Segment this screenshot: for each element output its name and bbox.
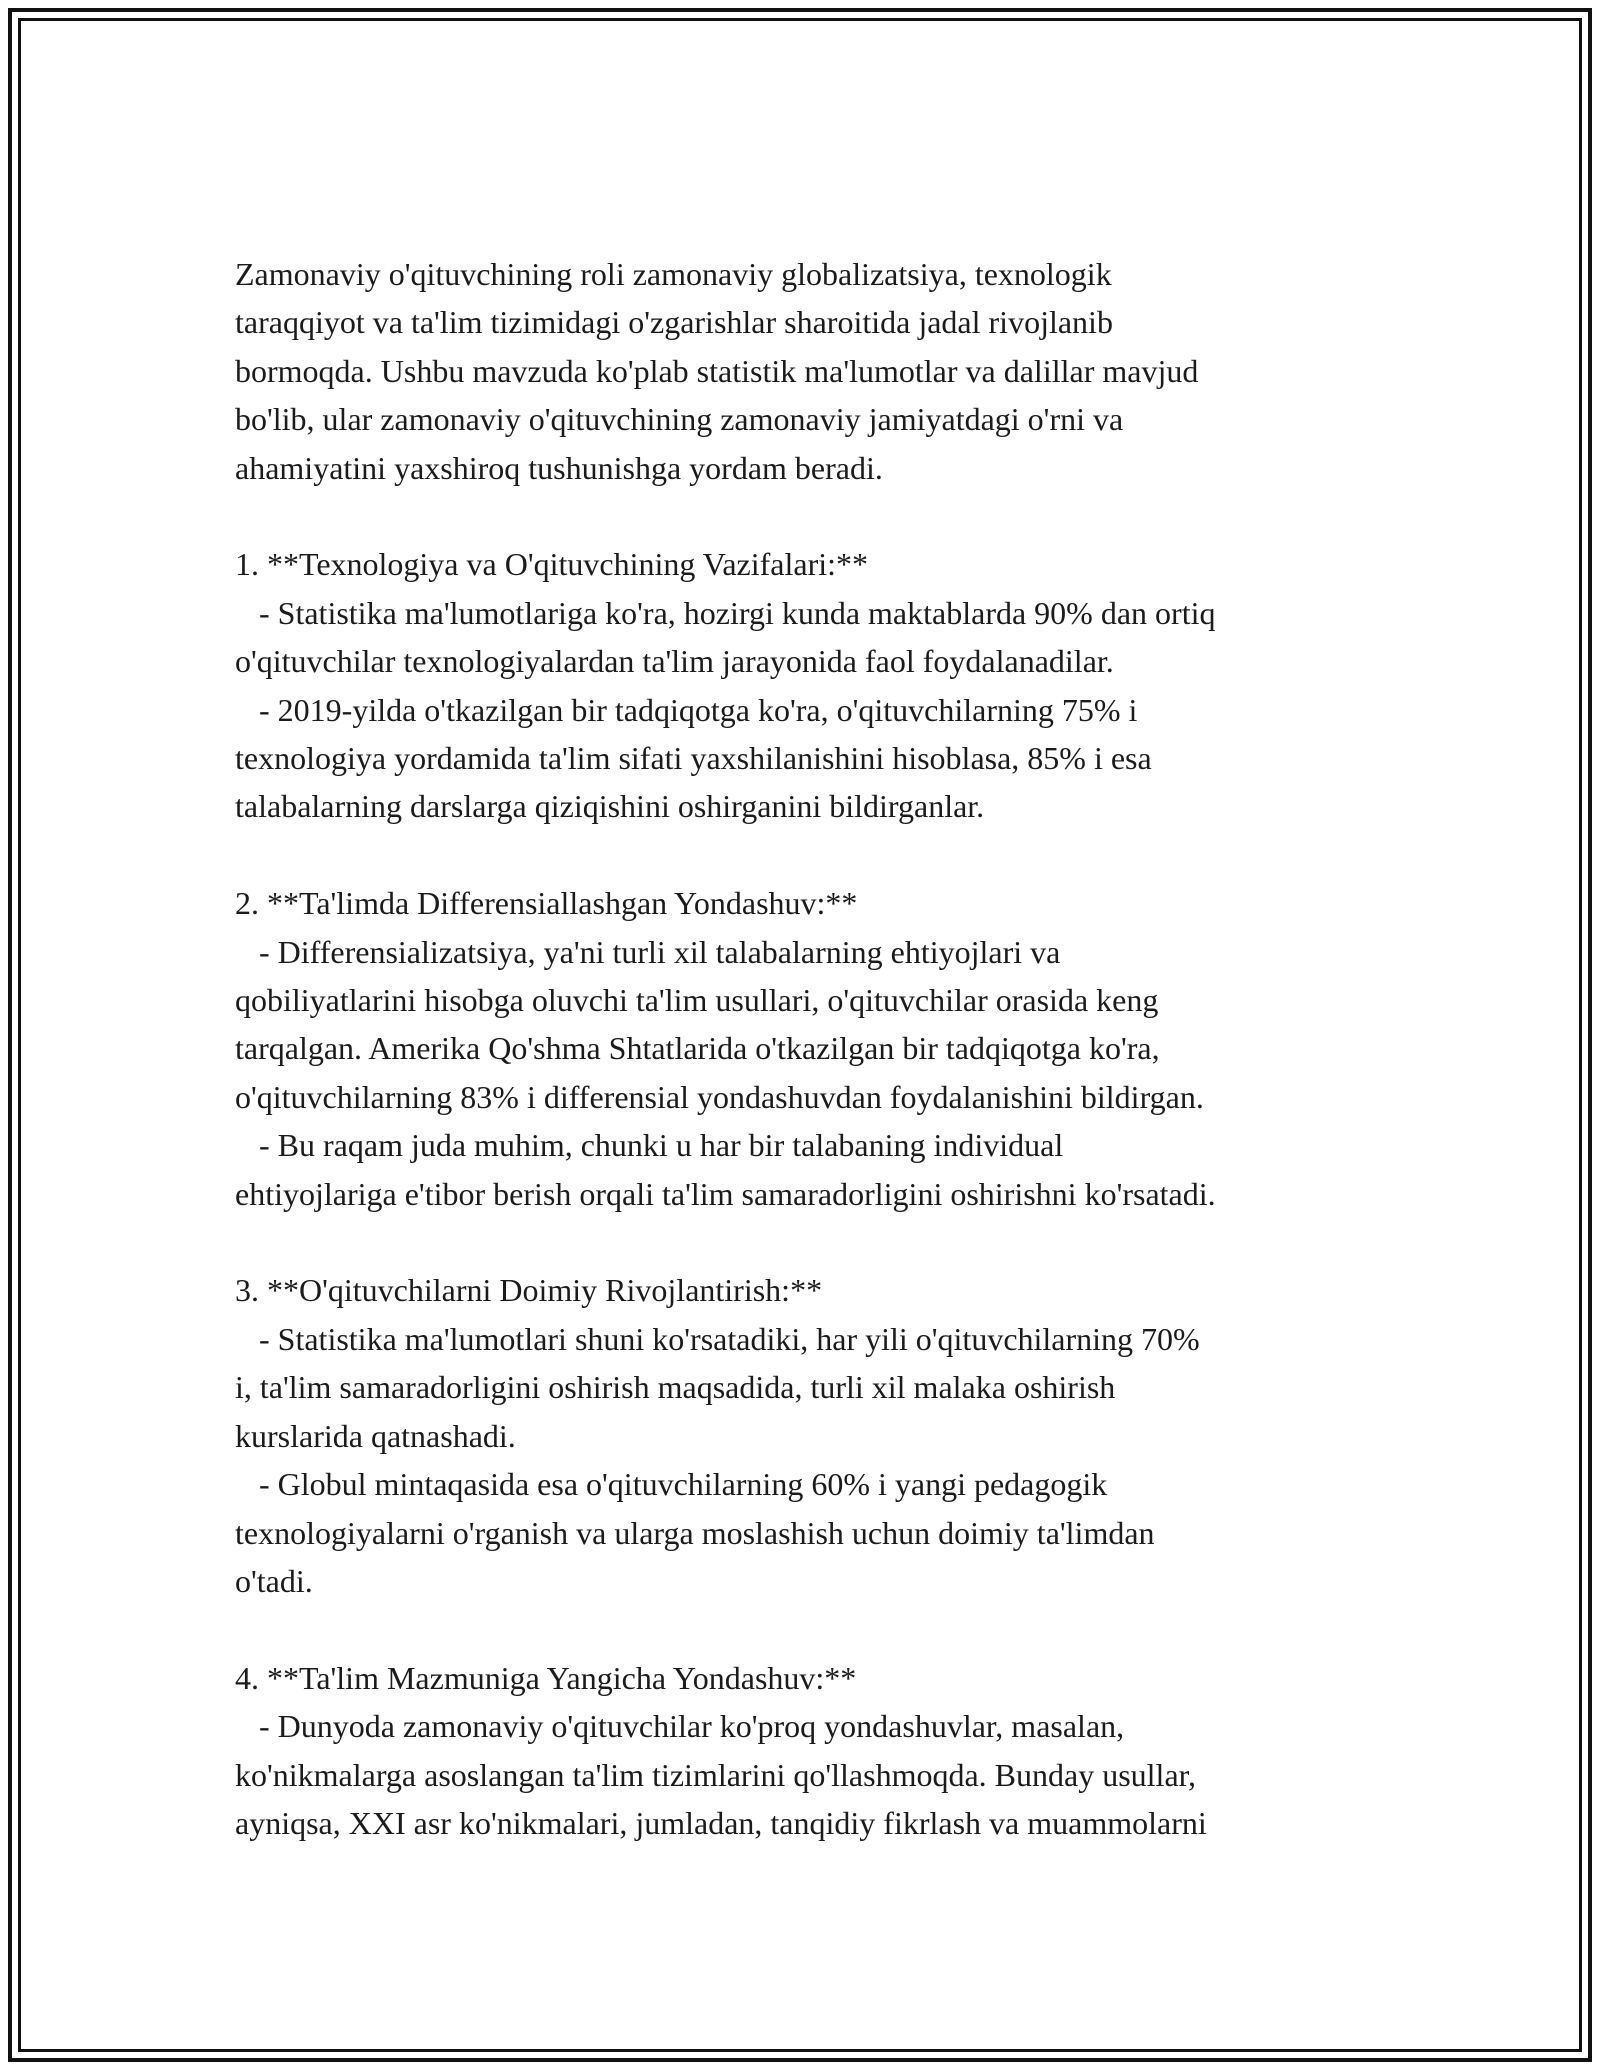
text-line: - 2019-yilda o'tkazilgan bir tadqiqotga ko'ra, o'qituvchilarning 75% i <box>235 691 1138 728</box>
text-line: ehtiyojlariga e'tibor berish orqali ta'lim samaradorligini oshirishni ko'rsatadi. <box>235 1175 1216 1212</box>
blank-line <box>235 492 1375 540</box>
blank-line <box>235 1218 1375 1266</box>
text-line: qobiliyatlarini hisobga oluvchi ta'lim usullari, o'qituvchilar orasida keng <box>235 982 1159 1019</box>
text-line: texnologiyalarni o'rganish va ularga moslashish uchun doimiy ta'limdan <box>235 1514 1155 1551</box>
intro-paragraph <box>235 250 1375 492</box>
section-heading: 4. **Ta'lim Mazmuniga Yangicha Yondashuv:** <box>235 1659 857 1696</box>
document-body <box>235 250 1375 1847</box>
text-line: - Globul mintaqasida esa o'qituvchilarning 60% i yangi pedagogik <box>235 1466 1108 1503</box>
text-line: tarqalgan. Amerika Qo'shma Shtatlarida o'tkazilgan bir tadqiqotga ko'ra, <box>235 1030 1160 1067</box>
blank-line <box>235 1605 1375 1653</box>
text-line: o'qituvchilarning 83% i differensial yondashuvdan foydalanishini bildirgan. <box>235 1078 1204 1115</box>
text-line: o'tadi. <box>235 1562 313 1599</box>
section-heading: 1. **Texnologiya va O'qituvchining Vazifalari:** <box>235 546 869 583</box>
text-line: bormoqda. Ushbu mavzuda ko'plab statistik ma'lumotlar va dalillar mavjud <box>235 352 1199 389</box>
text-line: o'qituvchilar texnologiyalardan ta'lim jarayonida faol foydalanadilar. <box>235 643 1114 680</box>
section-3 <box>235 1266 1375 1605</box>
text-line: - Statistika ma'lumotlariga ko'ra, hozirgi kunda maktablarda 90% dan ortiq <box>235 594 1216 631</box>
text-line: - Dunyoda zamonaviy o'qituvchilar ko'proq yondashuvlar, masalan, <box>235 1708 1125 1745</box>
text-line: Zamonaviy o'qituvchining roli zamonaviy globalizatsiya, texnologik <box>235 256 1112 292</box>
text-line: texnologiya yordamida ta'lim sifati yaxshilanishini hisoblasa, 85% i esa <box>235 740 1152 777</box>
text-line: - Differensializatsiya, ya'ni turli xil talabalarning ehtiyojlari va <box>235 933 1061 970</box>
section-heading: 2. **Ta'limda Differensiallashgan Yondashuv:** <box>235 885 858 922</box>
text-line: i, ta'lim samaradorligini oshirish maqsadida, turli xil malaka oshirish <box>235 1369 1116 1406</box>
text-line: talabalarning darslarga qiziqishini oshirganini bildirganlar. <box>235 788 985 825</box>
text-line: taraqqiyot va ta'lim tizimidagi o'zgarishlar sharoitida jadal rivojlanib <box>235 304 1113 341</box>
section-1 <box>235 540 1375 830</box>
text-line: - Statistika ma'lumotlari shuni ko'rsatadiki, har yili o'qituvchilarning 70% <box>235 1320 1200 1357</box>
text-line: ko'nikmalarga asoslangan ta'lim tizimlarini qo'llashmoqda. Bunday usullar, <box>235 1756 1197 1793</box>
text-line: ayniqsa, XXI asr ko'nikmalari, jumladan, tanqidiy fikrlash va muammolarni <box>235 1804 1207 1841</box>
text-line: kurslarida qatnashadi. <box>235 1417 516 1454</box>
text-line: - Bu raqam juda muhim, chunki u har bir talabaning individual <box>235 1127 1064 1164</box>
section-heading: 3. **O'qituvchilarni Doimiy Rivojlantirish:** <box>235 1272 823 1309</box>
text-line: bo'lib, ular zamonaviy o'qituvchining zamonaviy jamiyatdagi o'rni va <box>235 401 1124 438</box>
text-line: ahamiyatini yaxshiroq tushunishga yordam beradi. <box>235 449 883 486</box>
blank-line <box>235 831 1375 879</box>
section-4 <box>235 1654 1375 1848</box>
section-2 <box>235 879 1375 1218</box>
